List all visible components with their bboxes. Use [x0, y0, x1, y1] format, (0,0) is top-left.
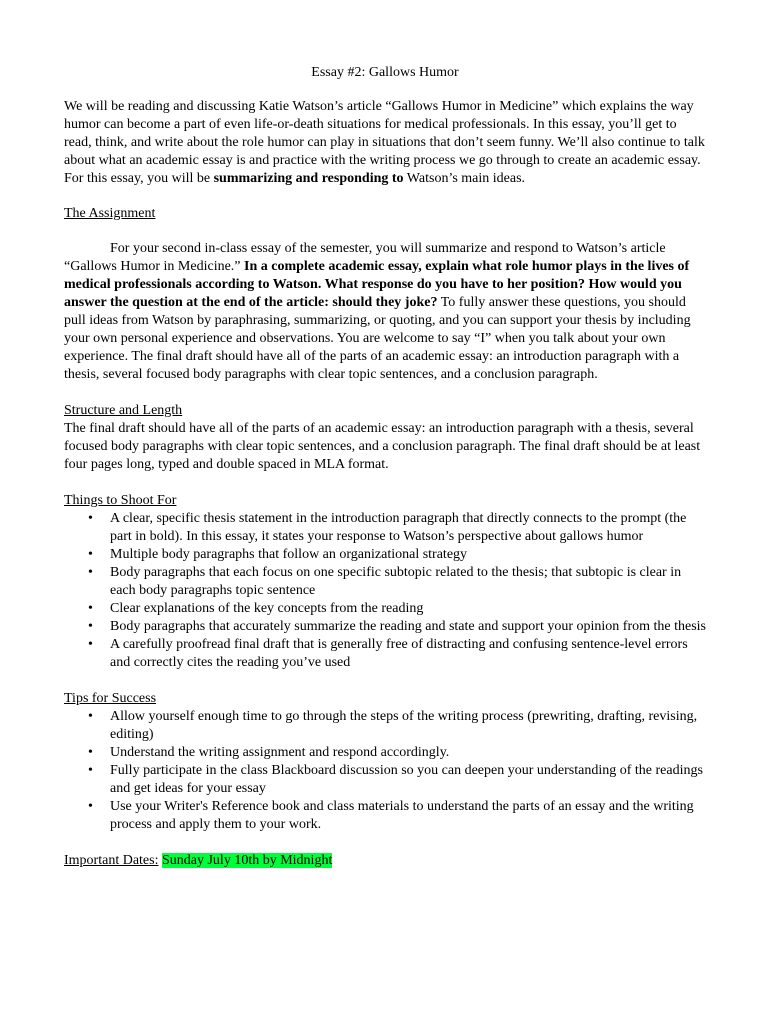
list-item-text: Clear explanations of the key concepts from the reading [110, 601, 424, 616]
list-item [64, 546, 706, 564]
important-dates [64, 852, 706, 870]
assignment-heading: The Assignment [64, 206, 156, 221]
list-item [64, 762, 706, 798]
list-item-text: Fully participate in the class Blackboard discussion so you can deepen your understanding of the readings and get ideas for your essay [110, 763, 703, 796]
bullet-glyph: • [88, 619, 93, 634]
tips-list [64, 708, 706, 834]
intro-bold: summarizing and responding to [213, 171, 404, 186]
list-item [64, 708, 706, 744]
bullet-glyph: • [88, 799, 93, 814]
list-item [64, 744, 706, 762]
important-dates-value: Sunday July 10th by Midnight [161, 853, 333, 868]
intro-paragraph [64, 98, 706, 188]
intro-text-2: Watson’s main ideas. [403, 171, 526, 186]
list-item [64, 564, 706, 600]
list-item [64, 798, 706, 834]
list-item-text: Body paragraphs that accurately summarize the reading and state and support your opinion from the thesis [110, 619, 706, 634]
list-item-text: Allow yourself enough time to go through the steps of the writing process (prewriting, drafting, revising, editing) [110, 709, 698, 742]
bullet-glyph: • [88, 745, 93, 760]
structure-paragraph: The final draft should have all of the parts of an academic essay: an introduction paragraph with a thesis, several focused body paragraphs with clear topic sentences, and a conclusion paragraph. The final draft should be at least four pages long, typed and double spaced in MLA format. [64, 421, 701, 472]
list-item-text: A clear, specific thesis statement in the introduction paragraph that directly connects to the prompt (the part in bold). In this essay, it states your response to Watson’s perspective about gallows humor [110, 511, 687, 544]
bullet-glyph: • [88, 763, 93, 778]
important-dates-label: Important Dates: [64, 853, 159, 868]
document-title: Essay #2: Gallows Humor [311, 65, 459, 80]
assignment-text-2: To fully answer these questions, you should pull ideas from Watson by paraphrasing, summarizing, or quoting, and you can support your thesis by including your own personal experience and observations. You are welcome to say “I” when you talk about your own experience. The final draft should have all of the parts of an academic essay: an introduction paragraph with a thesis, several focused body paragraphs with clear topic sentences, and a conclusion paragraph. [64, 295, 691, 382]
bullet-glyph: • [88, 709, 93, 724]
list-item [64, 618, 706, 636]
list-item [64, 600, 706, 618]
list-item [64, 636, 706, 672]
list-item-text: Understand the writing assignment and respond accordingly. [110, 745, 450, 760]
bullet-glyph: • [88, 637, 93, 652]
tips-heading: Tips for Success [64, 691, 157, 706]
list-item [64, 510, 706, 546]
assignment-paragraph [64, 240, 706, 384]
list-item-text: A carefully proofread final draft that is generally free of distracting and confusing sentence-level errors and correctly cites the reading you’ve used [110, 637, 688, 670]
bullet-glyph: • [88, 547, 93, 562]
assignment-text-1: For your second in-class essay of the semester, you will summarize and respond to Watson’s article “Gallows Humor in Medicine.” [64, 241, 666, 274]
list-item-text: Body paragraphs that each focus on one specific subtopic related to the thesis; that subtopic is clear in each body paragraphs topic sentence [110, 565, 682, 598]
bullet-glyph: • [88, 511, 93, 526]
list-item-text: Use your Writer's Reference book and class materials to understand the parts of an essay and the writing process and apply them to your work. [110, 799, 694, 832]
structure-heading: Structure and Length [64, 403, 183, 418]
assignment-prompt-bold: In a complete academic essay, explain what role humor plays in the lives of medical professionals according to Watson. What response do you have to her position? How would you answer the question at the end of the article: should they joke? [64, 259, 690, 310]
list-item-text: Multiple body paragraphs that follow an organizational strategy [110, 547, 468, 562]
bullet-glyph: • [88, 565, 93, 580]
intro-text-1: We will be reading and discussing Katie Watson’s article “Gallows Humor in Medicine” which explains the way humor can become a part of even life-or-death situations for medical professionals. In this essay, you’ll get to read, think, and write about the role humor can play in situations that don’t seem funny. We’ll also continue to talk about what an academic essay is and practice with the writing process we go through to create an academic essay. For this essay, you will be [64, 99, 705, 186]
things-heading: Things to Shoot For [64, 493, 177, 508]
bullet-glyph: • [88, 601, 93, 616]
things-list [64, 510, 706, 672]
